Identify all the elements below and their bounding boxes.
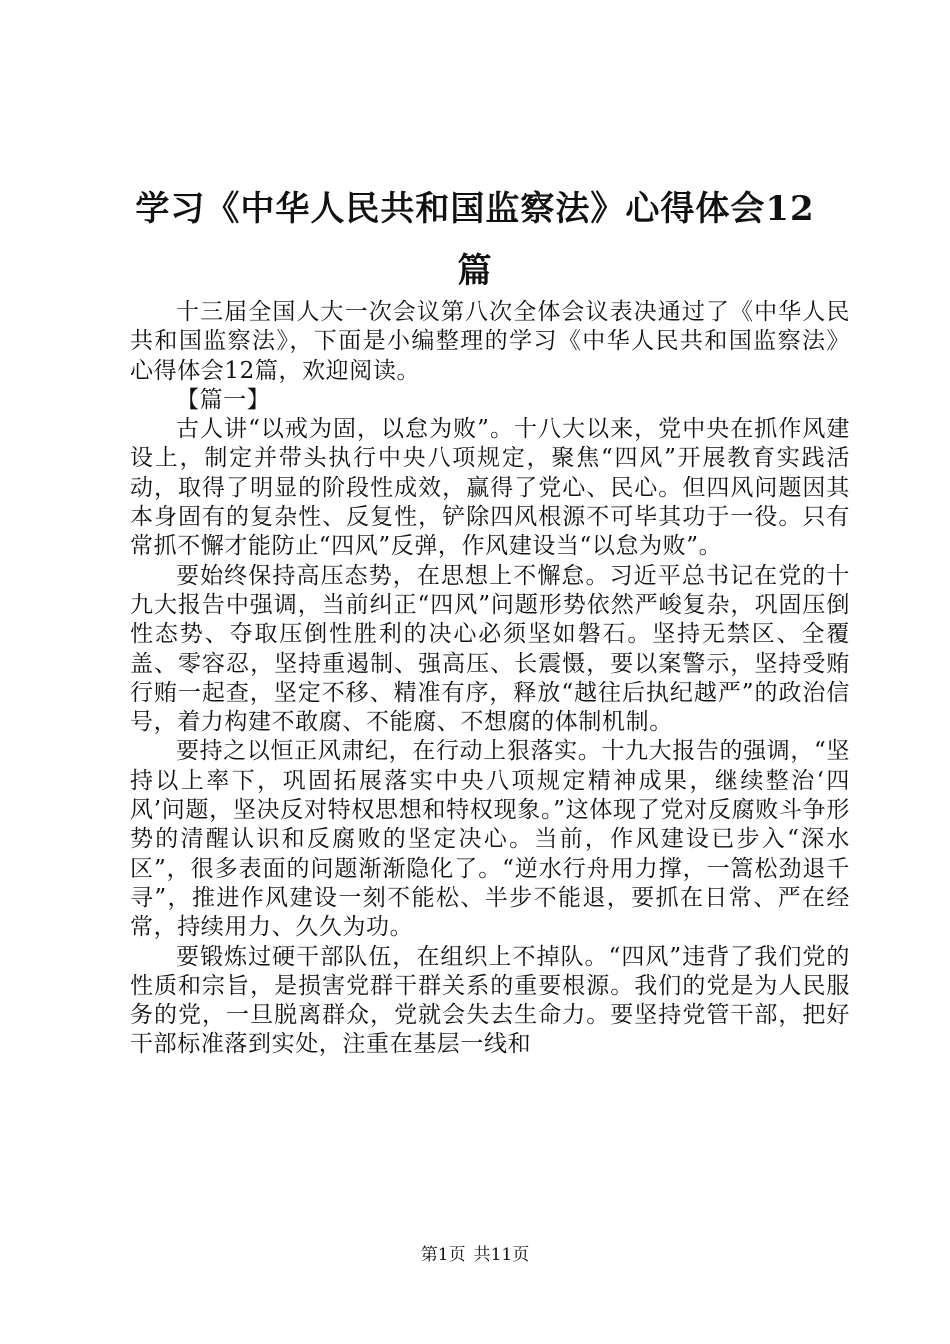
body-paragraph: 要锻炼过硬干部队伍，在组织上不掉队。“四风”违背了我们党的性质和宗旨，是损害党群干群关系的重要根源。我们的党是为人民服务的党，一旦脱离群众，党就会失去生命力。要坚持党管干部，把好干部标准落到实处，注重在基层一线和 [130,943,850,1058]
section-heading: 【篇一】 [176,386,271,413]
page-number: 第1页 [420,1245,466,1265]
body-paragraph: 要始终保持高压态势，在思想上不懈怠。习近平总书记在党的十九大报告中强调，当前纠正“四风”问题形势依然严峻复杂，巩固压倒性态势、夺取压倒性胜利的决心必须坚如磐石。坚持无禁区、全覆盖、零容忍，坚持重遏制、强高压、长震慑，要以案警示，坚持受贿行贿一起查，坚定不移、精准有序，释放“越往后执纪越严”的政治信号，着力构建不敢腐、不能腐、不想腐的体制机制。 [130,562,850,736]
body-paragraph: 要持之以恒正风肃纪，在行动上狠落实。十九大报告的强调，“坚持以上率下，巩固拓展落实中央八项规定精神成果，继续整治‘四风’问题，坚决反对特权思想和特权现象。”这体现了党对反腐败斗争形势的清醒认识和反腐败的坚定决心。当前，作风建设已步入“深水区”，很多表面的问题渐渐隐化了。“逆水行舟用力撑，一篙松劲退千寻”，推进作风建设一刻不能松、半步不能退，要抓在日常、严在经常，持续用力、久久为功。 [130,738,850,941]
document-body [130,298,850,1060]
page-footer [0,1245,950,1265]
document-title: 学习《中华人民共和国监察法》心得体会12篇 [135,189,815,291]
body-paragraph: 古人讲“以戒为固，以怠为败”。十八大以来，党中央在抓作风建设上，制定并带头执行中央八项规定，聚焦“四风”开展教育实践活动，取得了明显的阶段性成效，赢得了党心、民心。但四风问题因其本身固有的复杂性、反复性，铲除四风根源不可毕其功于一役。只有常抓不懈才能防止“四风”反弹，作风建设当“以怠为败”。 [130,416,850,560]
page-total: 共11页 [473,1245,530,1265]
intro-paragraph: 十三届全国人大一次会议第八次全体会议表决通过了《中华人民共和国监察法》，下面是小编整理的学习《中华人民共和国监察法》心得体会12篇，欢迎阅读。 [130,299,850,384]
